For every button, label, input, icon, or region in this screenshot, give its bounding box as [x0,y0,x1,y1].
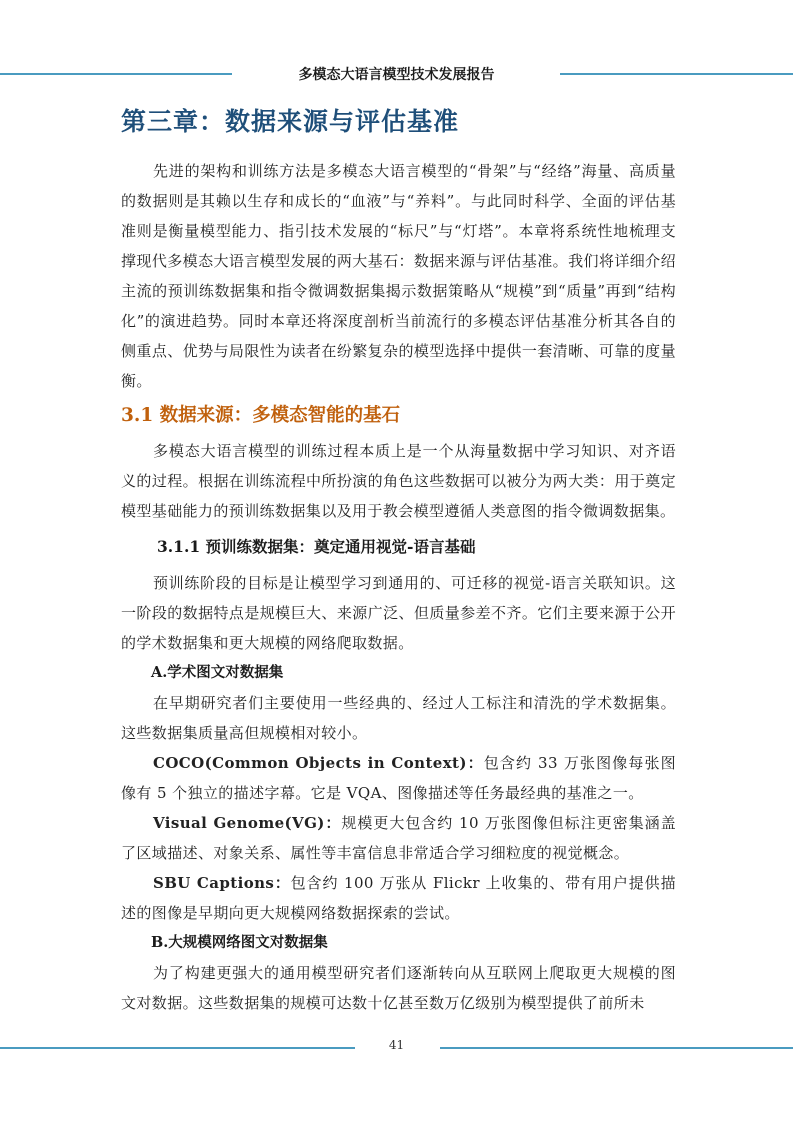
dataset-desc: 规模更大包含约 10 万张图像但标注更密集涵盖了区域描述、对象关系、属性等丰富信息非常适合学习细粒度的视觉概念。 [121,814,676,862]
chapter-title: 第三章：数据来源与评估基准 [121,107,460,136]
section-heading: 3.1 数据来源：多模态智能的基石 [121,405,401,426]
subsection-paragraph: 预训练阶段的目标是让模型学习到通用的、可迁移的视觉-语言关联知识。这一阶段的数据特点是规模巨大、来源广泛、但质量参差不齐。它们主要来源于公开的学术数据集和更大规模的网络爬取数据。 [121,574,676,652]
chapter-intro: 先进的架构和训练方法是多模态大语言模型的“骨架”与“经络”海量、高质量的数据则是其赖以生存和成长的“血液”与“养料”。与此同时科学、全面的评估基准则是衡量模型能力、指引技术发展的“标尺”与“灯塔”。本章将系统性地梳理支撑现代多模态大语言模型发展的两大基石：数据来源与评估基准。我们将详细介绍主流的预训练数据集和指令微调数据集揭示数据策略从“规模”到“质量”再到“结构化”的演进趋势。同时本章还将深度剖析当前流行的多模态评估基准分析其各自的侧重点、优势与局限性为读者在纷繁复杂的模型选择中提供一套清晰、可靠的度量衡。 [121,162,676,390]
dataset-entry-sbu [121,868,676,928]
running-header: 多模态大语言模型技术发展报告 [298,67,495,83]
dataset-entry-vg [121,808,676,868]
subsection-heading: 3.1.1 预训练数据集：奠定通用视觉-语言基础 [157,537,476,556]
part-b-heading: B.大规模网络图文对数据集 [151,934,328,951]
section-paragraph: 多模态大语言模型的训练过程本质上是一个从海量数据中学习知识、对齐语义的过程。根据在训练流程中所扮演的角色这些数据可以被分为两大类：用于奠定模型基础能力的预训练数据集以及用于教会模型遵循人类意图的指令微调数据集。 [121,442,676,520]
part-a-paragraph: 在早期研究者们主要使用一些经典的、经过人工标注和清洗的学术数据集。这些数据集质量高但规模相对较小。 [121,694,676,742]
dataset-term: Visual Genome(VG)： [153,814,342,832]
dataset-term: COCO(Common Objects in Context)： [153,754,484,772]
dataset-desc: 包含约 100 万张从 Flickr 上收集的、带有用户提供描述的图像是早期向更大规模网络数据探索的尝试。 [121,874,676,922]
page-number: 41 [388,1038,405,1052]
dataset-desc: 包含约 33 万张图像每张图像有 5 个独立的描述字幕。它是 VQA、图像描述等任务最经典的基准之一。 [121,754,676,802]
part-b-paragraph: 为了构建更强大的通用模型研究者们逐渐转向从互联网上爬取更大规模的图文对数据。这些数据集的规模可达数十亿甚至数万亿级别为模型提供了前所未 [121,964,676,1012]
dataset-entry-coco [121,748,676,808]
dataset-term: SBU Captions： [153,874,291,892]
part-a-heading: A.学术图文对数据集 [151,664,284,681]
page-body [121,96,676,1018]
